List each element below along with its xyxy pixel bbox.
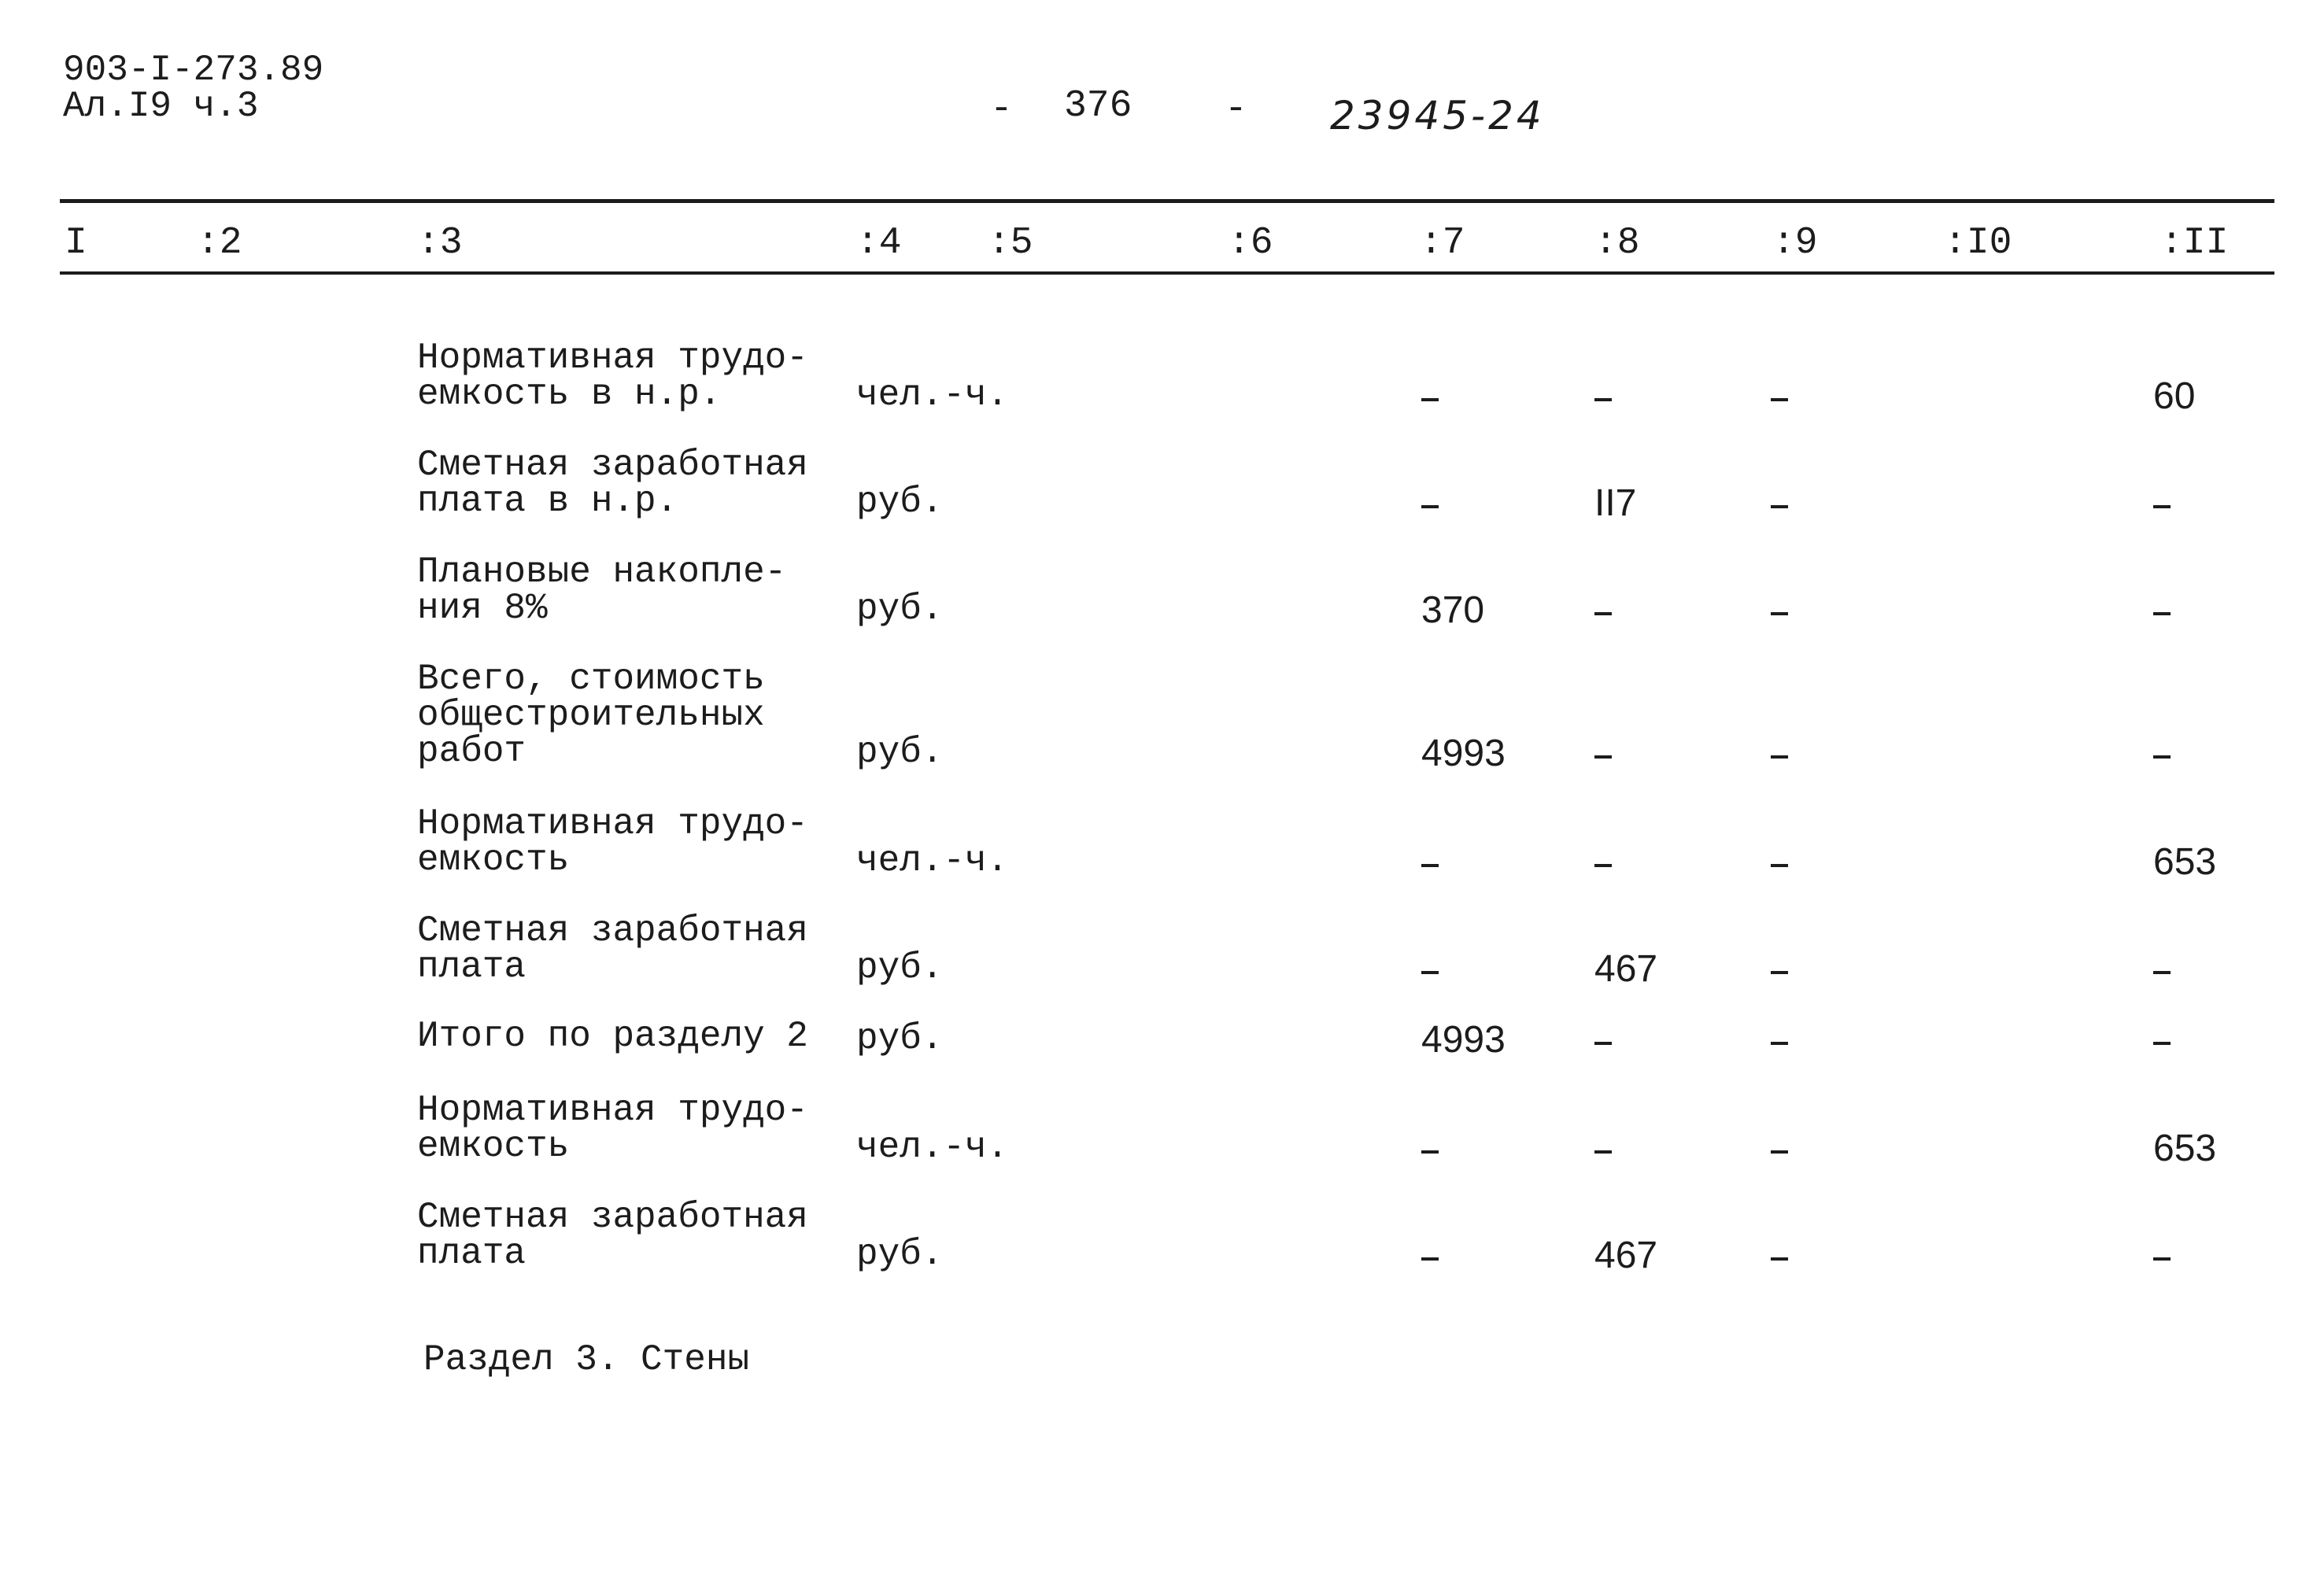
- row-value-c7: [1421, 947, 1434, 991]
- dash-mark: [1594, 864, 1612, 867]
- row-value-c11: [2153, 947, 2166, 991]
- row-description: Сметная заработная плата: [417, 1197, 808, 1274]
- dash-mark: [1594, 1042, 1612, 1045]
- dash-mark: [2153, 612, 2171, 615]
- column-header: :3: [417, 222, 463, 264]
- dash-mark: [1421, 971, 1439, 974]
- row-value-c8: [1594, 1018, 1607, 1061]
- column-header: :I0: [1944, 222, 2012, 264]
- dash-mark: [2153, 971, 2171, 974]
- row-value-c9: [1771, 1127, 1783, 1170]
- dash-mark: [1771, 398, 1788, 401]
- row-value-c11: [2153, 482, 2166, 525]
- dash-mark: [1771, 1150, 1788, 1154]
- row-value-c11: 653: [2153, 1128, 2217, 1169]
- row-value-c7: [1421, 1234, 1434, 1277]
- dash-mark: [1771, 1257, 1788, 1261]
- row-unit: руб.: [856, 482, 944, 522]
- row-description: Нормативная трудо- емкость в н.р.: [417, 338, 808, 415]
- row-description: Нормативная трудо- емкость: [417, 803, 808, 880]
- column-header: :2: [197, 222, 242, 264]
- row-value-c11: 60: [2153, 375, 2196, 417]
- row-value-c8: 467: [1594, 1235, 1658, 1276]
- column-header: :6: [1228, 222, 1273, 264]
- dash-mark: [1421, 398, 1439, 401]
- section-title: Раздел 3. Стены: [423, 1339, 750, 1380]
- row-value-c8: [1594, 375, 1607, 418]
- row-unit: руб.: [856, 732, 944, 773]
- column-header: :9: [1772, 222, 1818, 264]
- dash-mark: [1771, 971, 1788, 974]
- dash-mark: [1771, 612, 1788, 615]
- row-value-c11: 653: [2153, 841, 2217, 883]
- row-unit: руб.: [856, 1234, 944, 1275]
- row-value-c7: [1421, 375, 1434, 418]
- column-header: :8: [1594, 222, 1640, 264]
- handwritten-number: 23945-24: [1330, 93, 1545, 138]
- row-value-c7: [1421, 482, 1434, 525]
- dash-mark: [1594, 755, 1612, 759]
- dash-mark: [2153, 1257, 2171, 1261]
- row-value-c11: [2153, 589, 2166, 632]
- row-description: Итого по разделу 2: [417, 1016, 808, 1057]
- row-value-c8: [1594, 732, 1607, 775]
- dash-mark: [1421, 505, 1439, 508]
- dash-mark: [1771, 505, 1788, 508]
- row-value-c8: 467: [1594, 948, 1658, 990]
- dash-mark: [1421, 1257, 1439, 1261]
- dash-mark: [2153, 755, 2171, 759]
- row-value-c11: [2153, 732, 2166, 775]
- row-description: Нормативная трудо- емкость: [417, 1090, 808, 1167]
- row-value-c8: [1594, 840, 1607, 884]
- row-value-c9: [1771, 482, 1783, 525]
- row-value-c7: 370: [1421, 589, 1485, 631]
- row-value-c9: [1771, 375, 1783, 418]
- row-value-c8: II7: [1594, 482, 1637, 524]
- row-description: Сметная заработная плата в н.р.: [417, 445, 808, 522]
- row-unit: руб.: [856, 589, 944, 629]
- document-code: [63, 50, 324, 127]
- page-number: 376: [1064, 85, 1132, 127]
- row-value-c9: [1771, 732, 1783, 775]
- row-unit: чел.-ч.: [856, 375, 1009, 415]
- dash-mark: [1771, 755, 1788, 759]
- dash-mark: [2153, 1042, 2171, 1045]
- page-suffix-dash: -: [1225, 88, 1247, 131]
- column-header: :7: [1420, 222, 1465, 264]
- row-value-c9: [1771, 840, 1783, 884]
- page-prefix-dash: -: [990, 88, 1013, 131]
- row-unit: чел.-ч.: [856, 840, 1009, 881]
- document-code-line-2: Ал.I9 ч.3: [63, 86, 259, 127]
- row-description: Сметная заработная плата: [417, 910, 808, 988]
- row-value-c8: [1594, 1127, 1607, 1170]
- dash-mark: [2153, 505, 2171, 508]
- column-header: I: [65, 222, 87, 264]
- document-code-line-1: 903-I-273.89: [63, 50, 324, 90]
- dash-mark: [1421, 864, 1439, 867]
- row-value-c7: [1421, 1127, 1434, 1170]
- row-value-c7: [1421, 840, 1434, 884]
- top-rule: [60, 199, 2274, 203]
- row-unit: руб.: [856, 1018, 944, 1059]
- dash-mark: [1594, 398, 1612, 401]
- row-value-c9: [1771, 589, 1783, 632]
- row-value-c9: [1771, 1234, 1783, 1277]
- row-value-c7: 4993: [1421, 733, 1506, 774]
- dash-mark: [1771, 1042, 1788, 1045]
- dash-mark: [1771, 864, 1788, 867]
- dash-mark: [1594, 612, 1612, 615]
- column-header: :II: [2160, 222, 2229, 264]
- row-value-c9: [1771, 1018, 1783, 1061]
- column-header: :4: [856, 222, 902, 264]
- dash-mark: [1421, 1150, 1439, 1154]
- row-description: Плановые накопле- ния 8%: [417, 552, 787, 629]
- row-value-c11: [2153, 1018, 2166, 1061]
- row-value-c8: [1594, 589, 1607, 632]
- row-value-c9: [1771, 947, 1783, 991]
- row-value-c11: [2153, 1234, 2166, 1277]
- row-unit: чел.-ч.: [856, 1127, 1009, 1168]
- dash-mark: [1594, 1150, 1612, 1154]
- header-bottom-rule: [60, 271, 2274, 275]
- row-description: Всего, стоимость общестроительных работ: [417, 659, 765, 772]
- row-value-c7: 4993: [1421, 1019, 1506, 1061]
- row-unit: руб.: [856, 947, 944, 988]
- column-header: :5: [988, 222, 1033, 264]
